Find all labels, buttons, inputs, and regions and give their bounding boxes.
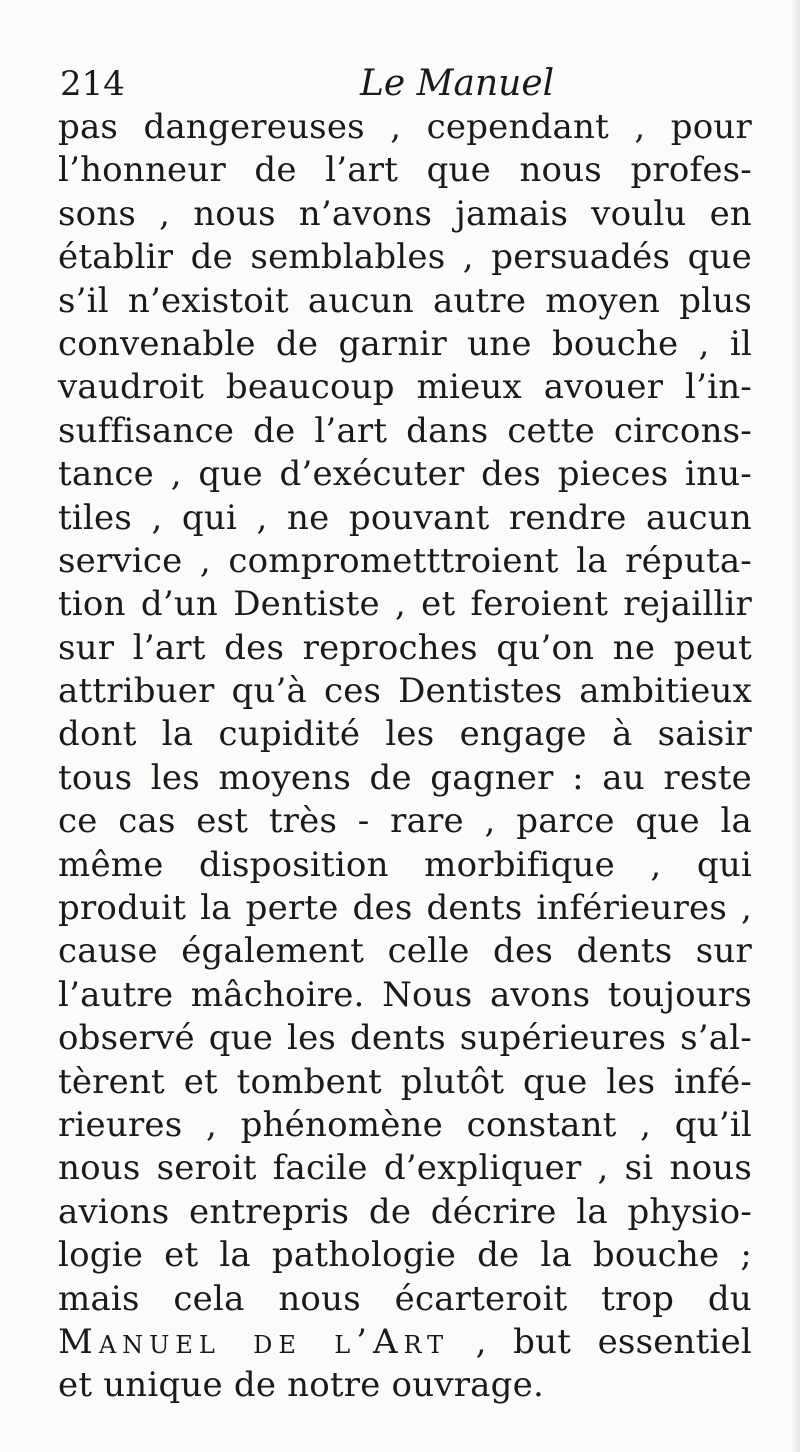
text-line: dont la cupidité les engage à saisir (58, 714, 752, 755)
text-line: s’il n’existoit aucun autre moyen plus (58, 280, 752, 321)
book-title-smallcaps: Manuel de l’Art (58, 1321, 450, 1362)
text-line: vaudroit beaucoup mieux avouer l’in- (58, 367, 752, 408)
text-line: tion d’un Dentiste , et feroient rejaillir (58, 584, 752, 625)
running-title: Le Manuel (360, 63, 555, 104)
text-line: service , comprometttroient la réputa- (58, 540, 752, 581)
text-line: rieures , phénomène constant , qu’il (58, 1104, 752, 1145)
page-edge-shadow (790, 0, 800, 1452)
text-line: nous seroit facile d’expliquer , si nous (58, 1148, 752, 1189)
text-line: mais cela nous écarteroit trop du (58, 1278, 752, 1319)
text-line: logie et la pathologie de la bouche ; (58, 1235, 752, 1276)
text-line: observé que les dents supérieures s’al- (58, 1018, 752, 1059)
text-line: l’honneur de l’art que nous profes- (58, 150, 752, 191)
text-line: attribuer qu’à ces Dentistes ambitieux (58, 671, 752, 712)
text-line: produit la perte des dents inférieures , (58, 888, 752, 929)
text-line: ce cas est très - rare , parce que la (58, 801, 752, 842)
text-line: sur l’art des reproches qu’on ne peut (58, 627, 752, 668)
text-line: même disposition morbifique , qui (58, 844, 752, 885)
text-line: établir de semblables , persuadés que (58, 237, 752, 278)
text-line: sons , nous n’avons jamais voulu en (58, 193, 752, 234)
text-line: tiles , qui , ne pouvant rendre aucun (58, 497, 752, 538)
text-line: suffisance de l’art dans cette circons- (58, 410, 752, 451)
page-header (60, 62, 740, 106)
page-number: 214 (60, 64, 125, 104)
text-line: tèrent et tombent plutôt que les infé- (58, 1061, 752, 1102)
text-line: l’autre mâchoire. Nous avons toujours (58, 974, 752, 1015)
text-line: tance , que d’exécuter des pieces inu- (58, 454, 752, 495)
text-line: convenable de garnir une bouche , il (58, 323, 752, 364)
text-line: cause également celle des dents sur (58, 931, 752, 972)
text-line: pas dangereuses , cependant , pour (58, 107, 752, 147)
text-line: avions entrepris de décrire la physio- (58, 1191, 752, 1232)
text-line: tous les moyens de gagner : au reste (58, 757, 752, 798)
text-line-final: et unique de notre ouvrage. (58, 1365, 544, 1406)
body-text (58, 106, 752, 1408)
text-fragment: , but essentiel (475, 1321, 752, 1362)
text-line (58, 1321, 752, 1364)
